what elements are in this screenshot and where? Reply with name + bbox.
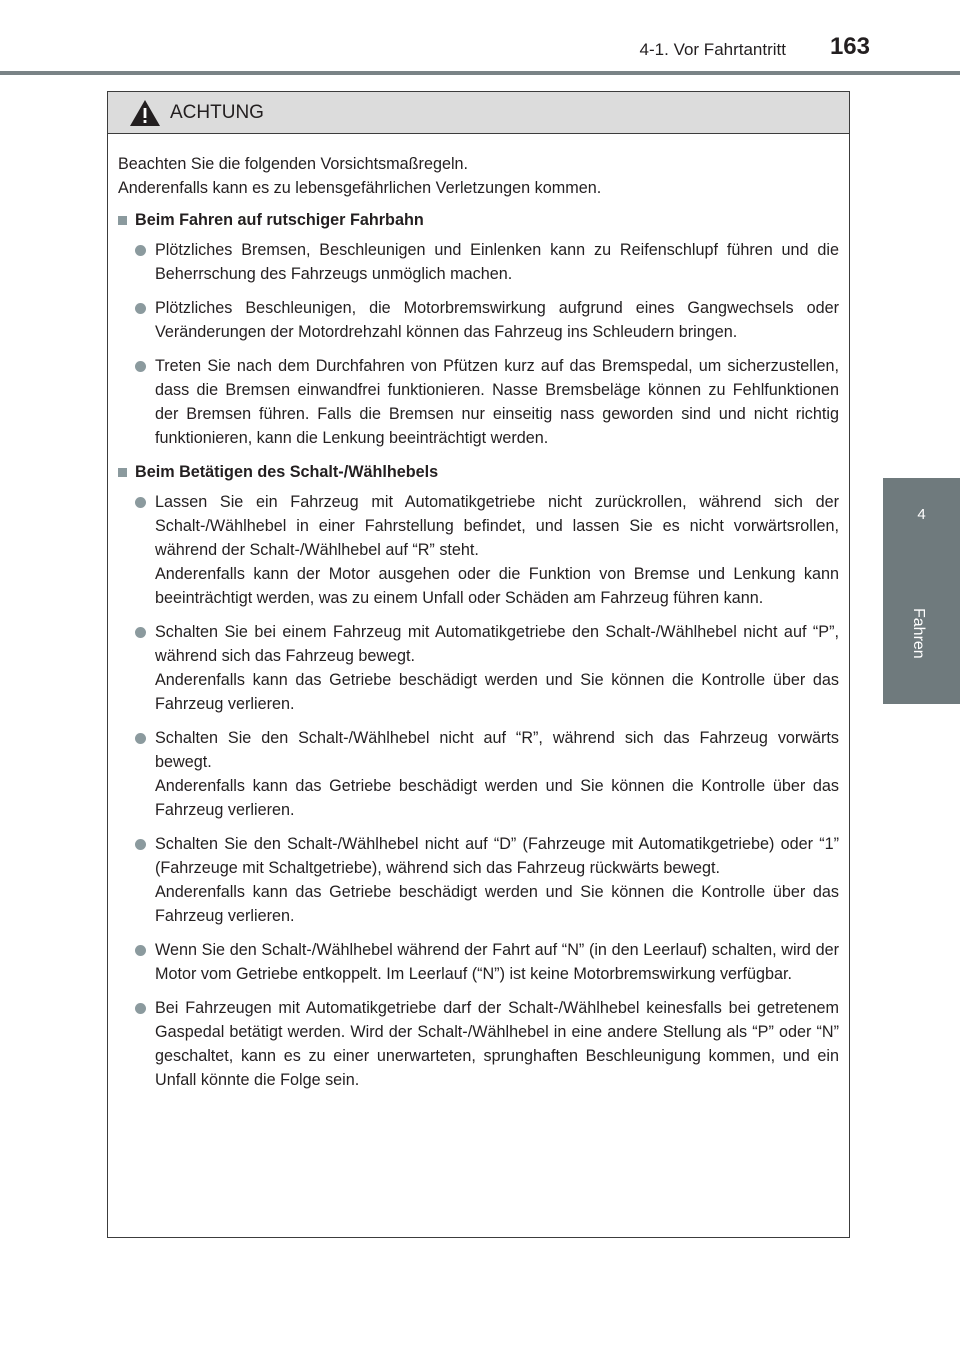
chapter-number: 4 — [917, 506, 926, 523]
round-bullet-icon — [135, 733, 146, 744]
bullet-paragraph: Anderenfalls kann das Getriebe beschädigt werden und Sie können die Kontrolle über das Fahrzeug verlieren. — [155, 883, 839, 925]
bullet-paragraph: Plötzliches Beschleunigen, die Motorbremswirkung aufgrund eines Gangwechsels oder Veränderungen der Motordrehzahl können das Fahrzeug ins Schleudern bringen. — [155, 299, 839, 341]
bullet-paragraph: Schalten Sie bei einem Fahrzeug mit Automatikgetriebe den Schalt-/Wählhebel nicht auf “P”, während sich das Fahrzeug bewegt. — [155, 623, 839, 665]
bullet-text — [155, 938, 839, 986]
bullet-paragraph: Bei Fahrzeugen mit Automatikgetriebe darf der Schalt-/Wählhebel keinesfalls bei getretenem Gaspedal betätigt werden. Wird der Schalt-/Wählhebel in eine andere Stellung als “P” oder “N” geschaltet, kann es zu einer unerwarteten, sprunghaften Beschleunigung kommen, und ein Unfall könnte die Folge sein. — [155, 999, 839, 1089]
bullet-item — [135, 938, 839, 986]
bullet-item — [135, 832, 839, 928]
round-bullet-icon — [135, 627, 146, 638]
square-bullet-icon — [118, 468, 127, 477]
chapter-label: Fahren — [910, 608, 927, 659]
warning-header — [108, 92, 849, 134]
bullet-paragraph: Treten Sie nach dem Durchfahren von Pfützen kurz auf das Bremspedal, um sicherzustellen, dass die Bremsen einwandfrei funktionieren. Nasse Bremsbeläge können zu Fehlfunktionen der Bremsen führen. Falls die Bremsen nur einseitig nass geworden sind und nicht richtig funktionieren, kann die Lenkung beeinträchtigt werden. — [155, 357, 839, 447]
page-number: 163 — [829, 33, 870, 60]
warning-section — [118, 460, 839, 1092]
bullet-paragraph: Anderenfalls kann das Getriebe beschädigt werden und Sie können die Kontrolle über das Fahrzeug verlieren. — [155, 777, 839, 819]
bullet-text — [155, 832, 839, 928]
section-heading-text: Beim Fahren auf rutschiger Fahrbahn — [135, 211, 424, 229]
bullet-paragraph: Anderenfalls kann der Motor ausgehen oder die Funktion von Bremse und Lenkung kann beeinträchtigt werden, was zu einem Unfall oder Schäden am Fahrzeug führen kann. — [155, 565, 839, 607]
bullet-text — [155, 726, 839, 822]
round-bullet-icon — [135, 303, 146, 314]
round-bullet-icon — [135, 1003, 146, 1014]
header-rule — [0, 71, 960, 75]
round-bullet-icon — [135, 245, 146, 256]
bullet-text — [155, 996, 839, 1092]
warning-section — [118, 208, 839, 450]
bullet-text — [155, 296, 839, 344]
warning-box — [107, 91, 850, 1238]
bullet-paragraph: Wenn Sie den Schalt-/Wählhebel während der Fahrt auf “N” (in den Leerlauf) schalten, wird der Motor vom Getriebe entkoppelt. Im Leerlauf (“N”) ist keine Motorbremswirkung verfügbar. — [155, 941, 839, 983]
section-heading — [118, 208, 839, 232]
round-bullet-icon — [135, 497, 146, 508]
intro-line: Beachten Sie die folgenden Vorsichtsmaßregeln. — [118, 155, 469, 173]
bullet-item — [135, 490, 839, 610]
warning-intro — [118, 152, 839, 200]
bullet-text — [155, 238, 839, 286]
header-section-title: 4-1. Vor Fahrtantritt — [639, 40, 786, 59]
bullet-paragraph: Lassen Sie ein Fahrzeug mit Automatikgetriebe nicht zurückrollen, während sich der Schalt-/Wählhebel in einer Fahrstellung befindet, und lassen Sie es nicht vorwärtsrollen, während der Schalt-/Wählhebel auf “R” steht. — [155, 493, 839, 559]
round-bullet-icon — [135, 945, 146, 956]
bullet-item — [135, 996, 839, 1092]
bullet-text — [155, 490, 839, 610]
bullet-item — [135, 354, 839, 450]
chapter-side-tab — [883, 478, 960, 704]
round-bullet-icon — [135, 361, 146, 372]
bullet-item — [135, 726, 839, 822]
bullet-paragraph: Plötzliches Bremsen, Beschleunigen und Einlenken kann zu Reifenschlupf führen und die Beherrschung des Fahrzeugs unmöglich machen. — [155, 241, 839, 283]
bullet-paragraph: Schalten Sie den Schalt-/Wählhebel nicht auf “R”, während sich das Fahrzeug vorwärts bewegt. — [155, 729, 839, 771]
round-bullet-icon — [135, 839, 146, 850]
bullet-paragraph: Schalten Sie den Schalt-/Wählhebel nicht auf “D” (Fahrzeuge mit Automatikgetriebe) oder “1” (Fahrzeuge mit Schaltgetriebe), während sich das Fahrzeug rückwärts bewegt. — [155, 835, 839, 877]
section-heading — [118, 460, 839, 484]
bullet-text — [155, 620, 839, 716]
intro-line: Anderenfalls kann es zu lebensgefährlichen Verletzungen kommen. — [118, 179, 602, 197]
warning-title: ACHTUNG — [170, 102, 264, 123]
bullet-item — [135, 296, 839, 344]
warning-body — [108, 134, 849, 1092]
square-bullet-icon — [118, 216, 127, 225]
bullet-text — [155, 354, 839, 450]
bullet-paragraph: Anderenfalls kann das Getriebe beschädigt werden und Sie können die Kontrolle über das Fahrzeug verlieren. — [155, 671, 839, 713]
bullet-item — [135, 620, 839, 716]
warning-triangle-icon — [129, 99, 161, 127]
bullet-item — [135, 238, 839, 286]
section-heading-text: Beim Betätigen des Schalt-/Wählhebels — [135, 463, 439, 481]
